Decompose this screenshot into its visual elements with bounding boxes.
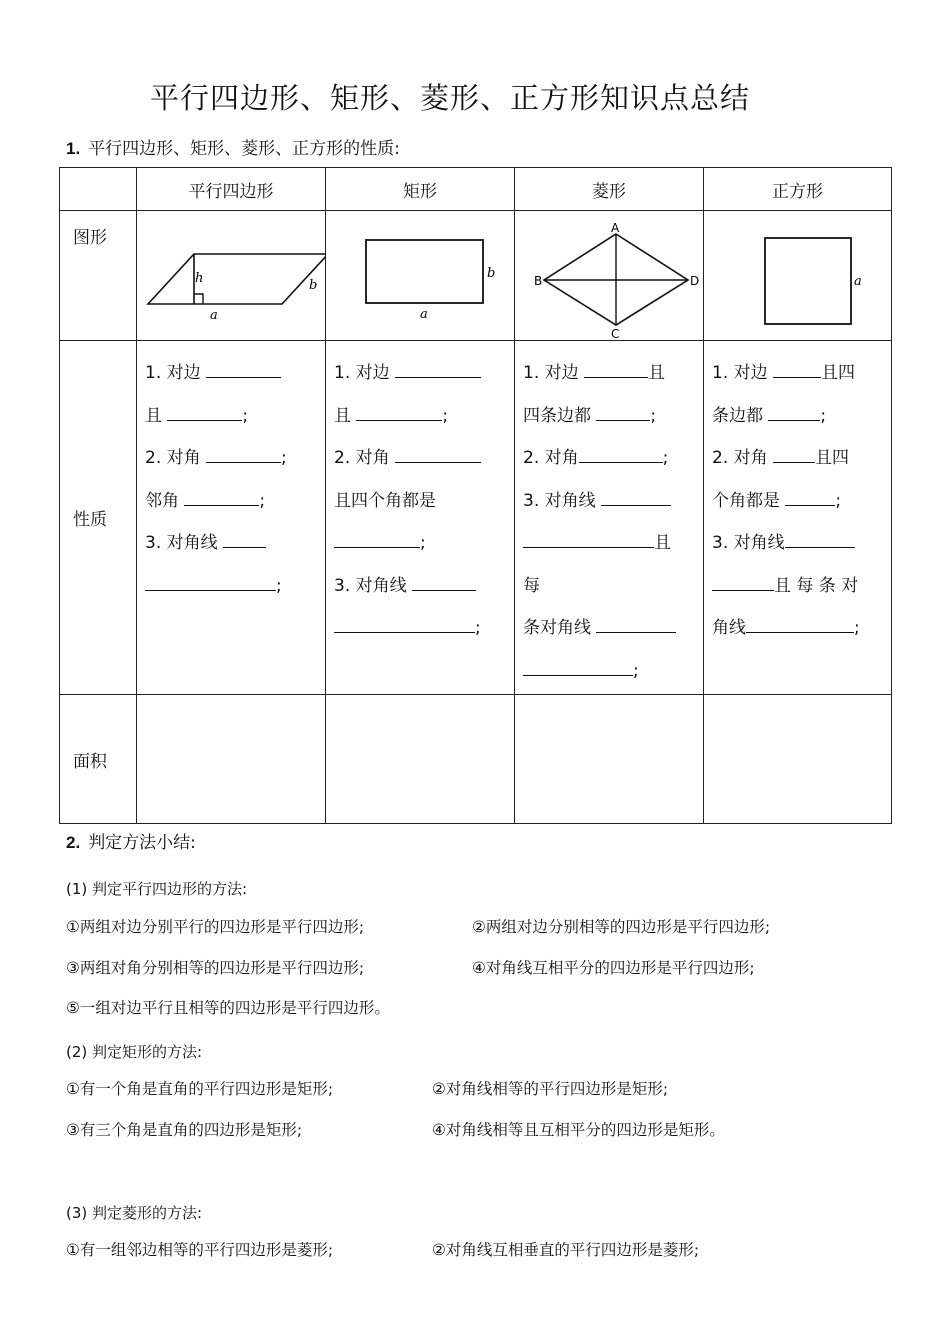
page-title: 平行四边形、矩形、菱形、正方形知识点总结 bbox=[149, 81, 750, 115]
parallelogram-criteria-heading: (1) 判定平行四边形的方法: bbox=[66, 880, 248, 898]
fill-blank[interactable] bbox=[523, 653, 633, 676]
criterion-item: ⑤一组对边平行且相等的四边形是平行四边形。 bbox=[66, 999, 390, 1017]
header-rhombus: 菱形 bbox=[515, 168, 704, 211]
section-1-heading bbox=[66, 134, 400, 159]
parallelogram-shape bbox=[148, 254, 326, 304]
fill-blank[interactable] bbox=[334, 525, 420, 548]
fill-blank[interactable] bbox=[223, 525, 266, 548]
header-square: 正方形 bbox=[704, 168, 892, 211]
rhombus-figure-cell bbox=[515, 211, 704, 341]
square-figure-cell bbox=[704, 211, 892, 341]
criterion-item: ④对角线互相平分的四边形是平行四边形; bbox=[472, 959, 755, 977]
fill-blank[interactable] bbox=[412, 568, 476, 591]
area-row-label: 面积 bbox=[60, 695, 137, 824]
area-row bbox=[60, 695, 892, 824]
fill-blank[interactable] bbox=[785, 525, 855, 548]
fill-blank[interactable] bbox=[334, 610, 475, 633]
rhombus-area-cell[interactable] bbox=[515, 695, 704, 824]
label-a: a bbox=[854, 274, 862, 289]
parallelogram-area-cell[interactable] bbox=[137, 695, 326, 824]
section-2-number: 2. bbox=[66, 833, 81, 852]
fill-blank[interactable] bbox=[206, 355, 281, 378]
fill-blank[interactable] bbox=[167, 398, 242, 421]
fill-blank[interactable] bbox=[596, 398, 650, 421]
criterion-item: ③有三个角是直角的四边形是矩形; bbox=[66, 1121, 303, 1139]
rectangle-criteria-heading: (2) 判定矩形的方法: bbox=[66, 1043, 203, 1061]
fill-blank[interactable] bbox=[145, 568, 276, 591]
fill-blank[interactable] bbox=[768, 398, 820, 421]
criterion-item: ③两组对角分别相等的四边形是平行四边形; bbox=[66, 959, 365, 977]
rectangle-figure-cell bbox=[326, 211, 515, 341]
figure-row bbox=[60, 211, 892, 341]
label-h: h bbox=[195, 271, 204, 286]
fill-blank[interactable] bbox=[579, 440, 663, 463]
header-corner bbox=[60, 168, 137, 211]
parallelogram-properties: 1. 对边 且 ; 2. 对角 ; 邻角 ; 3. 对角线 ; bbox=[137, 341, 326, 695]
rectangle-area-cell[interactable] bbox=[326, 695, 515, 824]
fill-blank[interactable] bbox=[746, 610, 854, 633]
fill-blank[interactable] bbox=[206, 440, 281, 463]
right-angle-mark bbox=[194, 294, 203, 304]
fill-blank[interactable] bbox=[356, 398, 442, 421]
header-rectangle: 矩形 bbox=[326, 168, 515, 211]
square-diagram bbox=[704, 211, 892, 340]
section-1-number: 1. bbox=[66, 139, 81, 158]
rhombus-properties: 1. 对边 且 四条边都 ; 2. 对角 ; 3. 对角线 且 每 条对角线 ; bbox=[515, 341, 704, 695]
rectangle-shape bbox=[366, 240, 483, 303]
properties-table bbox=[59, 167, 892, 824]
vertex-b-label: B bbox=[534, 274, 543, 288]
criterion-item: ②对角线互相垂直的平行四边形是菱形; bbox=[432, 1241, 700, 1259]
fill-blank[interactable] bbox=[395, 440, 481, 463]
rectangle-diagram bbox=[326, 211, 515, 340]
fill-blank[interactable] bbox=[712, 568, 774, 591]
property-row bbox=[60, 341, 892, 695]
section-1-text: 平行四边形、矩形、菱形、正方形的性质: bbox=[88, 139, 400, 159]
header-parallelogram: 平行四边形 bbox=[137, 168, 326, 211]
figure-row-label: 图形 bbox=[73, 228, 107, 248]
property-row-label: 性质 bbox=[60, 341, 137, 695]
fill-blank[interactable] bbox=[596, 610, 676, 633]
section-2-heading bbox=[66, 828, 196, 853]
criterion-item: ①有一组邻边相等的平行四边形是菱形; bbox=[66, 1241, 334, 1259]
criterion-item: ①有一个角是直角的平行四边形是矩形; bbox=[66, 1080, 334, 1098]
fill-blank[interactable] bbox=[773, 355, 821, 378]
square-area-cell[interactable] bbox=[704, 695, 892, 824]
criterion-item: ②对角线相等的平行四边形是矩形; bbox=[432, 1080, 669, 1098]
fill-blank[interactable] bbox=[184, 483, 259, 506]
fill-blank[interactable] bbox=[601, 483, 671, 506]
label-b: b bbox=[309, 278, 318, 293]
fill-blank[interactable] bbox=[395, 355, 481, 378]
rhombus-criteria-heading: (3) 判定菱形的方法: bbox=[66, 1204, 203, 1222]
rectangle-properties: 1. 对边 且 ; 2. 对角 且四个角都是 ; 3. 对角线 ; bbox=[326, 341, 515, 695]
fill-blank[interactable] bbox=[584, 355, 648, 378]
label-a: a bbox=[420, 307, 428, 322]
fill-blank[interactable] bbox=[785, 483, 835, 506]
fill-blank[interactable] bbox=[523, 525, 654, 548]
criterion-item: ②两组对边分别相等的四边形是平行四边形; bbox=[472, 918, 771, 936]
section-2-text: 判定方法小结: bbox=[88, 833, 196, 853]
fill-blank[interactable] bbox=[773, 440, 815, 463]
vertex-c-label: C bbox=[611, 327, 620, 340]
square-shape bbox=[765, 238, 851, 324]
table-header-row bbox=[60, 168, 892, 211]
criterion-item: ①两组对边分别平行的四边形是平行四边形; bbox=[66, 918, 365, 936]
label-b: b bbox=[487, 266, 496, 281]
rhombus-diagram bbox=[515, 211, 704, 340]
square-properties: 1. 对边 且四 条边都 ; 2. 对角 且四 个角都是 ; 3. 对角线 且 每 条 对 角线 ; bbox=[704, 341, 892, 695]
figure-row-label-cell bbox=[60, 211, 137, 341]
vertex-a-label: A bbox=[611, 221, 620, 235]
vertex-d-label: D bbox=[690, 274, 700, 288]
label-a: a bbox=[210, 308, 218, 323]
parallelogram-diagram bbox=[137, 211, 326, 340]
parallelogram-figure-cell bbox=[137, 211, 326, 341]
criterion-item: ④对角线相等且互相平分的四边形是矩形。 bbox=[432, 1121, 725, 1139]
